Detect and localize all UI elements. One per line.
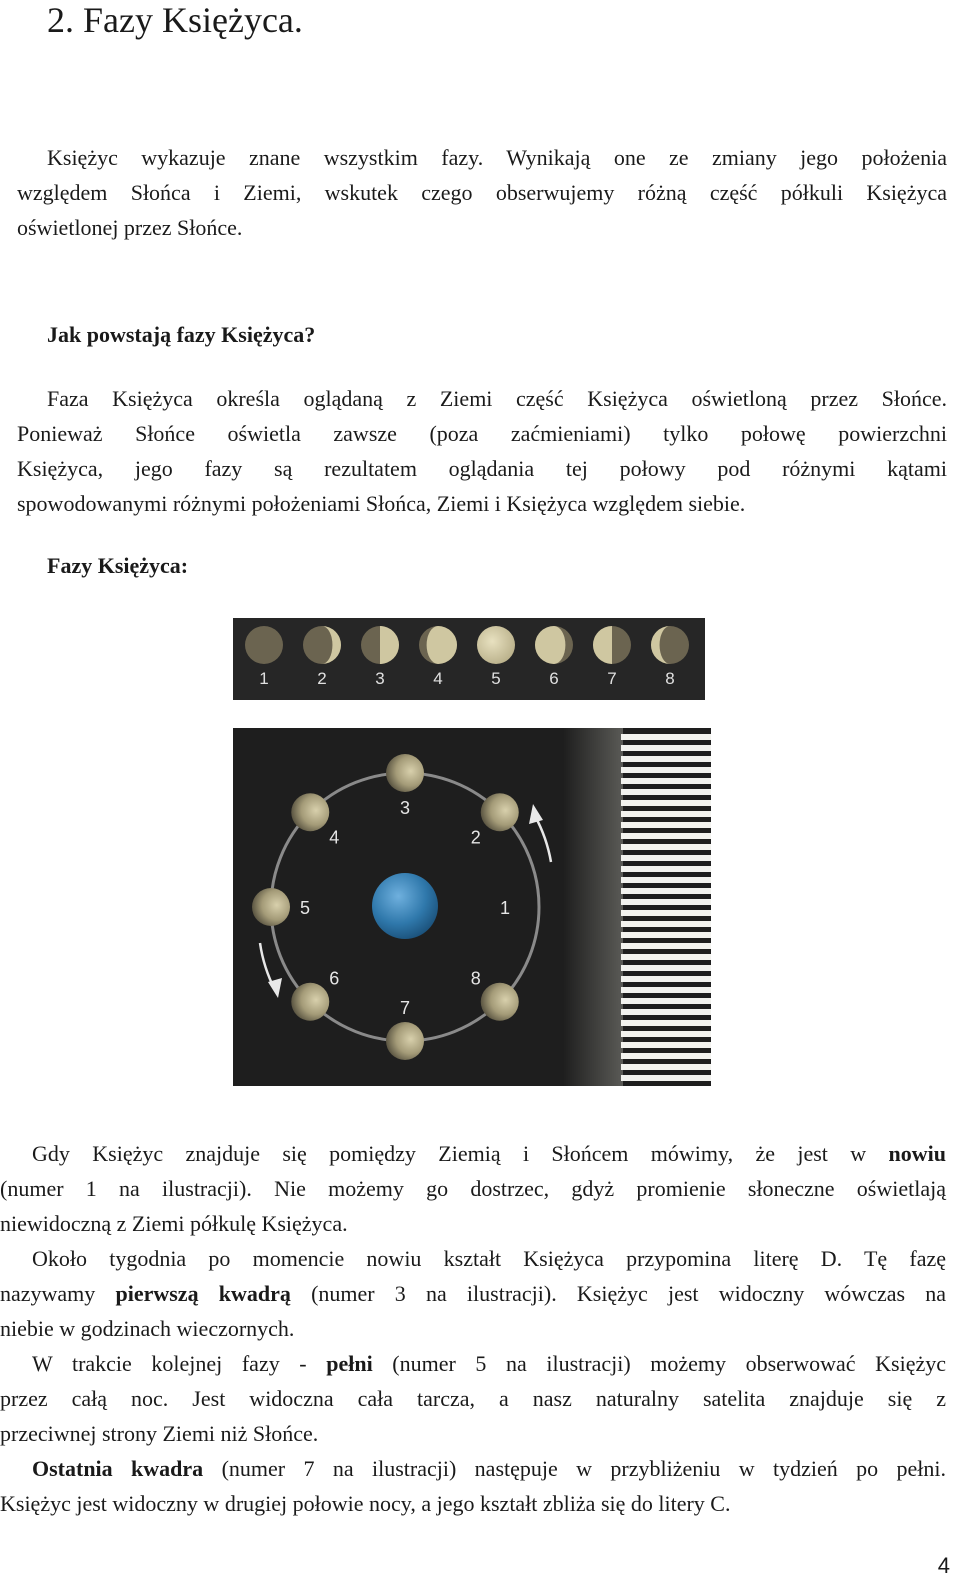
orbit-label: 5 xyxy=(299,898,311,918)
orbit-label: 4 xyxy=(329,827,340,848)
body-line: nazywamy pierwszą kwadrą (numer 3 na ilustracji). Księżyc jest widoczny wówczas na xyxy=(0,1281,946,1306)
orbit-label: 7 xyxy=(399,998,411,1018)
ray-line xyxy=(621,866,711,872)
ray-line xyxy=(621,1042,711,1048)
body-line: Około tygodnia po momencie nowiu kształt Księżyca przypomina literę D. Tę fazę xyxy=(32,1246,946,1271)
orbit-moon-5 xyxy=(252,888,290,926)
moon-phase-5 xyxy=(477,626,515,664)
explanation-line: Ponieważ Słońce oświetla zawsze (poza zaćmieniami) tylko połowę powierzchni xyxy=(17,421,947,446)
body-line: przez całą noc. Jest widoczna cała tarcza, a nasz naturalny satelita znajduje się z xyxy=(0,1386,946,1411)
moon-phase-7 xyxy=(593,626,631,664)
orbit-moon-2 xyxy=(481,793,519,831)
phase-strip-label: 1 xyxy=(259,669,269,688)
ray-line xyxy=(621,987,711,993)
term-full-moon: pełni xyxy=(326,1351,373,1376)
phase-strip-label: 5 xyxy=(491,669,501,688)
phase-strip-label: 7 xyxy=(607,669,617,688)
body-line: Gdy Księżyc znajduje się pomiędzy Ziemią i Słońcem mówimy, że jest w nowiu xyxy=(32,1141,946,1166)
explanation-paragraph xyxy=(17,381,947,521)
body-text xyxy=(0,1136,946,1521)
ray-line xyxy=(621,1020,711,1026)
moon-phase-2 xyxy=(303,626,341,664)
ray-line xyxy=(621,1053,711,1059)
ray-line xyxy=(621,1009,711,1015)
orbit-label: 6 xyxy=(329,968,340,989)
phase-strip-label: 2 xyxy=(317,669,327,688)
ray-line xyxy=(621,932,711,938)
ray-line xyxy=(621,998,711,1004)
ray-line xyxy=(621,888,711,894)
orbit-label: 8 xyxy=(470,968,481,989)
sunlight-rays xyxy=(621,734,711,1081)
ray-line xyxy=(621,899,711,905)
moon-phase-8 xyxy=(651,626,689,664)
explanation-line: Faza Księżyca określa oglądaną z Ziemi część Księżyca oświetloną przez Słońce. xyxy=(47,386,947,411)
phase-strip-label: 6 xyxy=(549,669,559,688)
ray-line xyxy=(621,767,711,773)
explanation-line: Księżyca, jego fazy są rezultatem oglądania tej połowy pod różnymi kątami xyxy=(17,456,947,481)
moon-orbit-diagram xyxy=(233,728,711,1086)
ray-line xyxy=(621,943,711,949)
orbit-arrow-right xyxy=(535,816,551,862)
phase-strip-label: 4 xyxy=(433,669,443,688)
page-number: 4 xyxy=(937,1553,950,1578)
body-line: przeciwnej strony Ziemi niż Słońce. xyxy=(0,1421,319,1446)
question-heading: Jak powstają fazy Księżyca? xyxy=(47,322,316,347)
term-first-quarter: pierwszą kwadrą xyxy=(115,1281,291,1306)
ray-line xyxy=(621,1075,711,1081)
earth xyxy=(372,873,438,939)
ray-line xyxy=(621,800,711,806)
ray-line xyxy=(621,910,711,916)
orbit-label: 2 xyxy=(470,827,481,848)
body-line: Księżyc jest widoczny w drugiej połowie nocy, a jego kształt zbliża się do litery C. xyxy=(0,1491,731,1516)
arrow-head-icon xyxy=(529,804,543,824)
ray-line xyxy=(621,734,711,740)
body-line: W trakcie kolejnej fazy - pełni (numer 5 na ilustracji) możemy obserwować Księżyc xyxy=(32,1351,946,1376)
ray-line xyxy=(621,965,711,971)
orbit-label: 1 xyxy=(499,898,511,918)
ray-line xyxy=(621,1031,711,1037)
ray-line xyxy=(621,921,711,927)
body-line: (numer 1 na ilustracji). Nie możemy go dostrzec, gdyż promienie słoneczne oświetlają xyxy=(0,1176,946,1201)
moon-phase-strip xyxy=(233,618,705,700)
ray-line xyxy=(621,778,711,784)
term-last-quarter: Ostatnia kwadra xyxy=(32,1456,204,1481)
phase-strip-svg xyxy=(233,618,705,700)
intro-line: Księżyc wykazuje znane wszystkim fazy. Wynikają one ze zmiany jego położenia xyxy=(47,145,947,170)
ray-line xyxy=(621,789,711,795)
moon-phase-6 xyxy=(535,626,573,664)
orbit-moon-4 xyxy=(291,793,329,831)
phase-strip-label: 8 xyxy=(665,669,675,688)
moon-phase-3 xyxy=(361,626,399,664)
phase-strip-label: 3 xyxy=(375,669,385,688)
ray-line xyxy=(621,976,711,982)
intro-line: oświetlonej przez Słońce. xyxy=(17,215,243,240)
orbit-moon-7 xyxy=(386,1022,424,1060)
body-line: Ostatnia kwadra (numer 7 na ilustracji) następuje w przybliżeniu w tydzień po pełni. xyxy=(32,1456,947,1481)
orbit-moon-8 xyxy=(481,983,519,1021)
body-line: niewidoczną z Ziemi półkulę Księżyca. xyxy=(0,1211,348,1236)
explanation-line: spowodowanymi różnymi położeniami Słońca, Ziemi i Księżyca względem siebie. xyxy=(17,491,746,516)
intro-paragraph xyxy=(17,140,947,245)
orbit-moon-3 xyxy=(386,754,424,792)
ray-line xyxy=(621,954,711,960)
ray-line xyxy=(621,1064,711,1070)
phases-heading: Fazy Księżyca: xyxy=(47,553,189,578)
ray-line xyxy=(621,877,711,883)
orbit-label: 3 xyxy=(399,798,411,818)
intro-line: względem Słońca i Ziemi, wskutek czego obserwujemy różną część półkuli Księżyca xyxy=(17,180,947,205)
ray-line xyxy=(621,745,711,751)
ray-line xyxy=(621,811,711,817)
moon-phase-4 xyxy=(419,626,457,664)
ray-line xyxy=(621,833,711,839)
orbit-svg xyxy=(233,728,711,1086)
orbit-moon-6 xyxy=(291,983,329,1021)
term-new-moon: nowiu xyxy=(888,1141,946,1166)
moon-phase-1 xyxy=(245,626,283,664)
body-line: niebie w godzinach wieczornych. xyxy=(0,1316,295,1341)
page-title: 2. Fazy Księżyca. xyxy=(47,0,303,40)
ray-line xyxy=(621,855,711,861)
ray-line xyxy=(621,844,711,850)
light-gradient xyxy=(563,728,623,1086)
ray-line xyxy=(621,756,711,762)
ray-line xyxy=(621,822,711,828)
